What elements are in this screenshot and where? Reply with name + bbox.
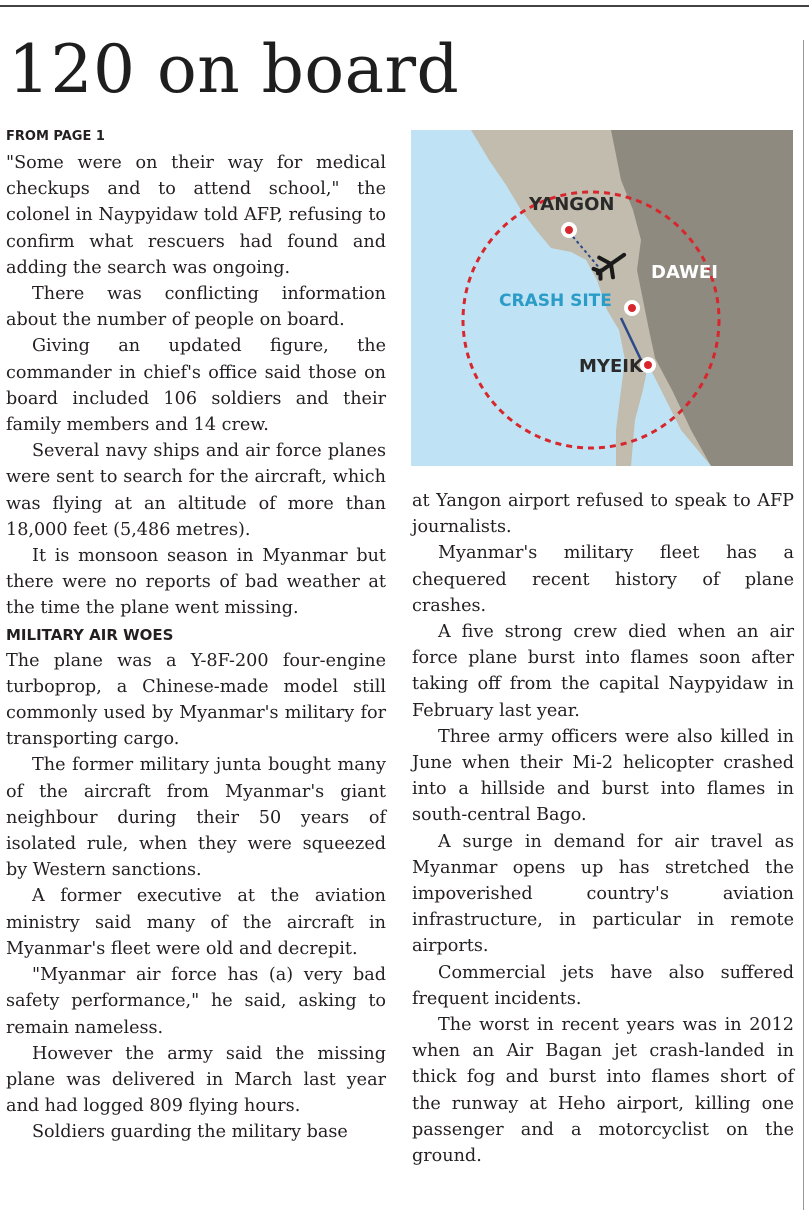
subhead: MILITARY AIR WOES xyxy=(6,625,174,644)
paragraph: A five strong crew died when an air force plane burst into flames soon after taking off from the capital Naypyidaw in February last year. xyxy=(412,622,794,721)
left-column xyxy=(6,124,386,1146)
paragraph: at Yangon airport refused to speak to AFP journalists. xyxy=(412,491,794,538)
column-rule xyxy=(803,40,804,1210)
label-yangon: YANGON xyxy=(529,194,615,215)
right-column xyxy=(412,488,794,1169)
map-graphic xyxy=(411,130,793,466)
paragraph: A former executive at the aviation ministry said many of the aircraft in Myanmar's fleet were old and decrepit. xyxy=(6,886,386,959)
label-dawei: DAWEI xyxy=(651,262,718,283)
paragraph: The plane was a Y-8F-200 four-engine turboprop, a Chinese-made model still commonly used by Myanmar's military for transporting cargo. xyxy=(6,650,386,750)
paragraph: The worst in recent years was in 2012 when an Air Bagan jet crash-landed in thick fog and burst into flames short of the runway at Heho airport, killing one passenger and a motorcyclist on the ground. xyxy=(412,1015,794,1167)
paragraph: Myanmar's military fleet has a chequered recent history of plane crashes. xyxy=(412,543,794,616)
paragraph: Soldiers guarding the military base xyxy=(32,1122,348,1143)
kicker: FROM PAGE 1 xyxy=(6,129,105,144)
dawei-marker-dot xyxy=(628,304,636,312)
paragraph: The former military junta bought many of the aircraft from Myanmar's giant neighbour during their 50 years of isolated rule, when they were squeezed by Western sanctions. xyxy=(6,755,386,881)
paragraph: Several navy ships and air force planes were sent to search for the aircraft, which was flying at an altitude of more than 18,000 feet (5,486 metres). xyxy=(6,441,386,540)
top-rule xyxy=(0,5,809,7)
paragraph: Commercial jets have also suffered frequent incidents. xyxy=(412,962,794,1009)
crash-map xyxy=(411,130,793,466)
myeik-marker-dot xyxy=(644,361,652,369)
paragraph: There was conflicting information about the number of people on board. xyxy=(6,284,386,331)
paragraph: Giving an updated figure, the commander in chief's office said those on board included 106 soldiers and their family members and 14 crew. xyxy=(6,336,386,436)
paragraph: A surge in demand for air travel as Myanmar opens up has stretched the impoverished country's aviation infrastructure, in particular in remote airports. xyxy=(412,831,794,957)
headline: 120 on board xyxy=(8,31,460,108)
paragraph: However the army said the missing plane was delivered in March last year and had logged 809 flying hours. xyxy=(6,1043,386,1117)
paragraph: "Myanmar air force has (a) very bad safety performance," he said, asking to remain nameless. xyxy=(6,965,386,1038)
paragraph: Three army officers were also killed in June when their Mi-2 helicopter crashed into a hillside and burst into flames in south-central Bago. xyxy=(412,726,794,826)
paragraph: It is monsoon season in Myanmar but there were no reports of bad weather at the time the plane went missing. xyxy=(6,546,386,619)
paragraph: "Some were on their way for medical checkups and to attend school," the colonel in Naypyidaw told AFP, refusing to confirm what rescuers had found and adding the search was ongoing. xyxy=(6,153,386,278)
yangon-marker-dot xyxy=(565,226,573,234)
label-crash-site: CRASH SITE xyxy=(499,291,612,311)
label-myeik: MYEIK xyxy=(579,356,643,377)
